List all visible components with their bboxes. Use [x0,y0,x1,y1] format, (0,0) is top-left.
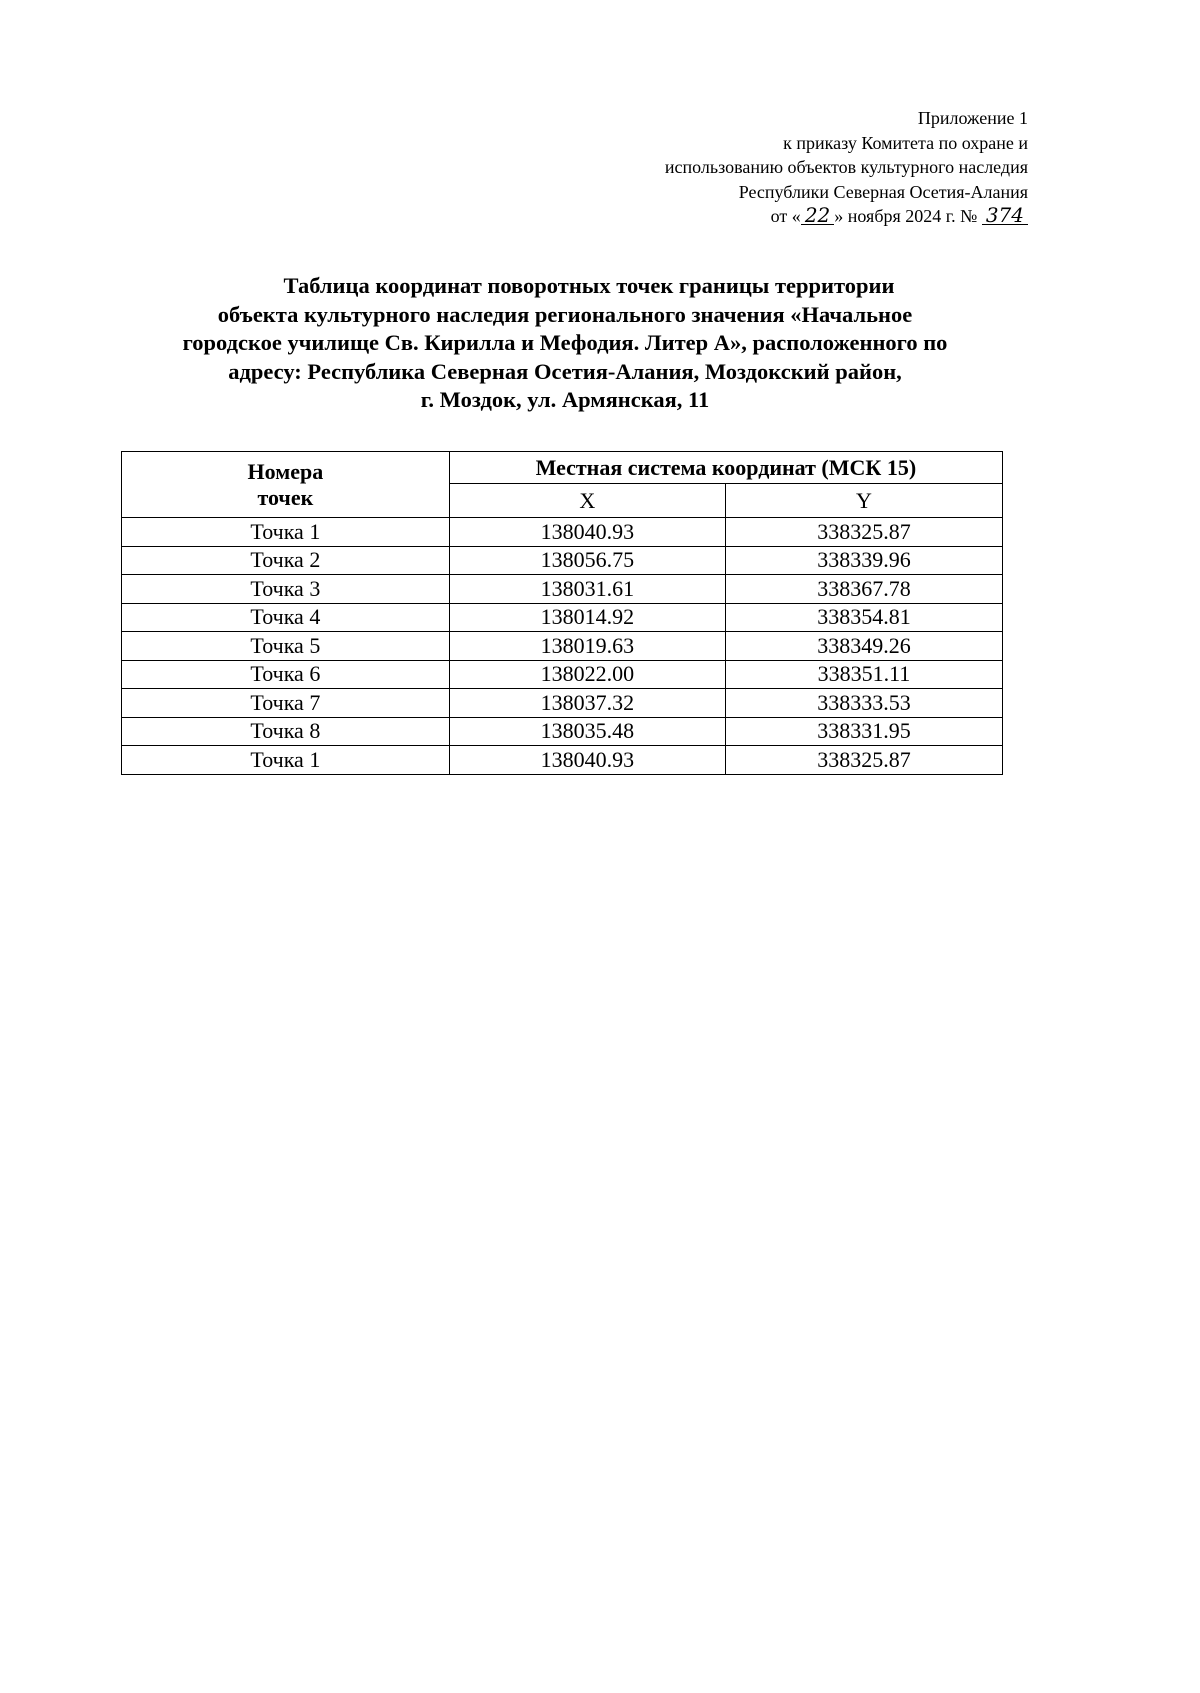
y-cell: 338325.87 [725,518,1002,547]
y-cell: 338333.53 [725,689,1002,718]
x-cell: 138019.63 [449,632,725,661]
y-cell: 338331.95 [725,717,1002,746]
y-cell: 338325.87 [725,746,1002,775]
x-cell: 138040.93 [449,518,725,547]
table-row [122,689,1003,718]
appendix-committee-line: использованию объектов культурного наследия [664,157,1028,177]
handwritten-number: 374 [982,206,1028,225]
table-row [122,632,1003,661]
x-cell: 138040.93 [449,746,725,775]
x-cell: 138035.48 [449,717,725,746]
header-points-line2: точек [257,484,314,510]
table-row [122,575,1003,604]
title-line-3: городское училище Св. Кирилла и Мефодия. Литер А», расположенного по [182,330,948,355]
table-row [122,746,1003,775]
point-cell: Точка 5 [122,632,450,661]
table-row [122,660,1003,689]
y-cell: 338351.11 [725,660,1002,689]
date-prefix: от « [770,206,801,226]
handwritten-day: 22 [801,206,834,225]
appendix-title: Приложение 1 [917,108,1028,128]
title-line-2: объекта культурного наследия регионального значения «Начальное [217,301,913,327]
y-cell: 338349.26 [725,632,1002,661]
y-cell: 338367.78 [725,575,1002,604]
point-cell: Точка 7 [122,689,450,718]
x-cell: 138056.75 [449,546,725,575]
point-cell: Точка 3 [122,575,450,604]
x-cell: 138031.61 [449,575,725,604]
title-line-4: адресу: Республика Северная Осетия-Алания, Моздокский район, [228,358,902,384]
point-cell: Точка 6 [122,660,450,689]
header-points-line1: Номера [247,458,324,484]
header-x: X [449,484,725,518]
document-title [100,272,1030,415]
point-cell: Точка 4 [122,603,450,632]
y-cell: 338354.81 [725,603,1002,632]
coordinates-table [121,451,1003,775]
title-line-1: Таблица координат поворотных точек границы территории [283,273,895,298]
appendix-block [665,106,1028,229]
x-cell: 138037.32 [449,689,725,718]
appendix-republic-line: Республики Северная Осетия-Алания [738,181,1028,202]
y-cell: 338339.96 [725,546,1002,575]
point-cell: Точка 1 [122,746,450,775]
table-row [122,518,1003,547]
header-y: Y [725,484,1002,518]
x-cell: 138022.00 [449,660,725,689]
point-cell: Точка 1 [122,518,450,547]
point-cell: Точка 2 [122,546,450,575]
title-line-5: г. Моздок, ул. Армянская, 11 [420,387,710,412]
date-middle: » ноября 2024 г. № [834,206,978,226]
table-row [122,603,1003,632]
header-points [122,452,450,518]
point-cell: Точка 8 [122,717,450,746]
table-row [122,546,1003,575]
x-cell: 138014.92 [449,603,725,632]
header-coordinate-system: Местная система координат (МСК 15) [449,452,1002,484]
appendix-date-line [665,204,1028,229]
table-row [122,717,1003,746]
appendix-order-line: к приказу Комитета по охране и [783,132,1028,153]
